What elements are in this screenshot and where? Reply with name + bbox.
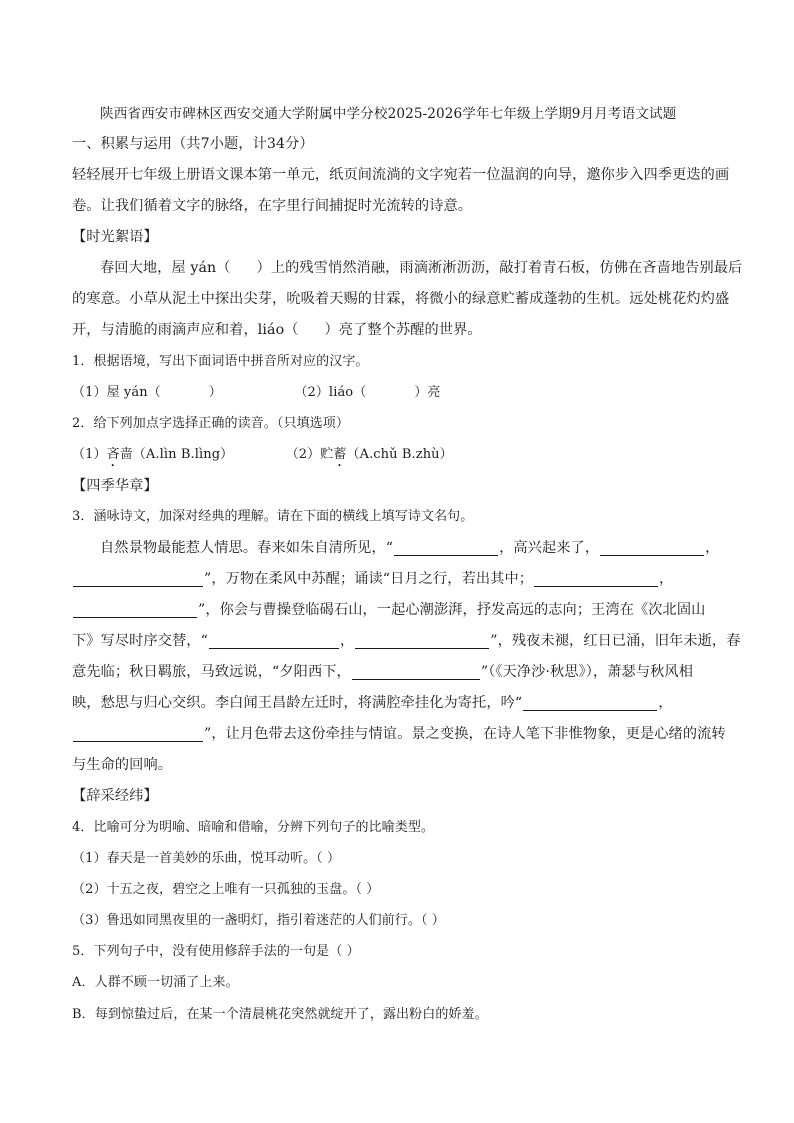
poem-line-5 bbox=[72, 662, 722, 682]
q2-option-a-text: 啬（A.lìn B.lìng） bbox=[119, 447, 234, 462]
q2-option-a-prefix: （1） bbox=[72, 447, 107, 462]
poem-line-4 bbox=[72, 631, 741, 651]
q1-option-a-close: ） bbox=[208, 385, 222, 400]
passage-text: ）上的残雪悄然消融，雨滴淅淅沥沥，敲打着青石板，仿佛在吝啬地告别最后 bbox=[256, 260, 743, 276]
poem-line-8: 与生命的回响。 bbox=[72, 757, 173, 773]
question-2: 2．给下列加点字选择正确的读音。（只填选项） bbox=[72, 416, 349, 431]
answer-blank[interactable] bbox=[73, 725, 203, 742]
poem-text: ”，你会与曹操登临碣石山，一起心潮澎湃，抒发高远的志向；王湾在《次北固山 bbox=[198, 602, 706, 618]
passage-text: 春回大地，屋 yán（ bbox=[100, 260, 231, 276]
question-5-option-a: A．人群不顾一切涌了上来。 bbox=[72, 975, 239, 990]
dotted-char: 蓄 bbox=[333, 447, 347, 462]
answer-blank[interactable] bbox=[73, 570, 203, 587]
answer-blank[interactable] bbox=[523, 694, 657, 711]
poem-text: ”，让月色带去这份牵挂与情谊。景之变换，在诗人笔下非惟物象，更是心绪的流转 bbox=[204, 726, 726, 742]
poem-text: 下》写尽时序交替，“ bbox=[72, 633, 208, 649]
poem-text: ”，万物在柔风中苏醒；诵读“日月之行，若出其中； bbox=[204, 571, 534, 587]
question-4: 4．比喻可分为明喻、暗喻和借喻，分辨下列句子的比喻类型。 bbox=[72, 820, 435, 835]
poem-text: ， bbox=[339, 633, 355, 649]
poem-line-7 bbox=[72, 724, 726, 744]
question-2-options bbox=[72, 445, 722, 470]
answer-blank[interactable] bbox=[355, 632, 489, 649]
passage-line-2: 的寒意。小草从泥土中探出尖芽，吮吸着天赐的甘霖，将微小的绿意贮蓄成蓬勃的生机。远处桃花灼灼盛 bbox=[72, 291, 730, 307]
answer-blank[interactable] bbox=[394, 539, 498, 556]
question-4-item-1: （1）春天是一首美妙的乐曲，悦耳动听。（ ） bbox=[72, 851, 341, 866]
subsection-heading-shiguang: 【时光絮语】 bbox=[72, 229, 158, 245]
passage-line-1 bbox=[100, 258, 743, 278]
intro-line-2: 卷。让我们循着文字的脉络，在字里行间捕捉时光流转的诗意。 bbox=[72, 198, 473, 214]
intro-line-1: 轻轻展开七年级上册语文课本第一单元，纸页间流淌的文字宛若一位温润的向导，邀你步入四季更迭的画 bbox=[72, 167, 730, 183]
poem-line-2 bbox=[72, 569, 722, 589]
dotted-char: 吝 bbox=[106, 447, 120, 462]
answer-blank[interactable] bbox=[73, 601, 197, 618]
poem-text: 意先临；秋日羁旅，马致远说，“夕阳西下， bbox=[72, 664, 351, 680]
subsection-heading-cicai: 【辞采经纬】 bbox=[72, 788, 158, 804]
answer-blank[interactable] bbox=[600, 539, 704, 556]
question-5-option-b: B．每到惊蛰过后，在某一个清晨桃花突然就绽开了，露出粉白的娇羞。 bbox=[72, 1007, 488, 1022]
q2-option-b-text: （A.chǔ B.zhù） bbox=[346, 447, 453, 462]
poem-text: 映，愁思与归心交织。李白闻王昌龄左迁时，将满腔牵挂化为寄托，吟“ bbox=[72, 695, 523, 711]
answer-blank[interactable] bbox=[352, 663, 480, 680]
q1-option-b: （2）liáo（ bbox=[294, 385, 367, 400]
question-5: 5．下列句子中，没有使用修辞手法的一句是（ ） bbox=[72, 944, 360, 959]
section-heading: 一、积累与运用（共7小题，计34分） bbox=[72, 136, 314, 152]
poem-text: ”（《天净沙·秋思》），萧瑟与秋风相 bbox=[480, 664, 693, 680]
q2-option-b-prefix: （2）贮 bbox=[285, 447, 334, 462]
poem-line-3 bbox=[72, 600, 722, 620]
poem-line-6 bbox=[72, 693, 722, 713]
passage-text: ）亮了整个苏醒的世界。 bbox=[324, 322, 482, 338]
poem-text: 自然景物最能惹人情思。春来如朱自清所见，“ bbox=[100, 540, 394, 556]
poem-text: ， bbox=[659, 571, 674, 587]
poem-line-1 bbox=[100, 538, 722, 558]
question-3: 3．涵咏诗文，加深对经典的理解。请在下面的横线上填写诗文名句。 bbox=[72, 509, 474, 524]
q1-option-a: （1）屋 yán（ bbox=[72, 385, 161, 400]
answer-blank[interactable] bbox=[534, 570, 658, 587]
poem-text: ”，残夜未褪，红日已涌，旧年未逝，春 bbox=[490, 633, 741, 649]
answer-blank[interactable] bbox=[209, 632, 339, 649]
question-4-item-3: （3）鲁迅如同黑夜里的一盏明灯，指引着迷茫的人们前行。（ ） bbox=[72, 913, 445, 928]
subsection-heading-siji: 【四季华章】 bbox=[72, 478, 158, 494]
question-4-item-2: （2）十五之夜，碧空之上唯有一只孤独的玉盘。（ ） bbox=[72, 882, 380, 897]
question-1: 1．根据语境，写出下面词语中拼音所对应的汉字。 bbox=[72, 354, 369, 369]
q1-option-b-close: ）亮 bbox=[414, 385, 441, 400]
passage-text: 开，与清脆的雨滴声应和着，liáo（ bbox=[72, 322, 299, 338]
poem-text: ， bbox=[705, 540, 720, 556]
passage-line-3 bbox=[72, 320, 722, 340]
question-1-options bbox=[72, 383, 722, 403]
poem-text: ，高兴起来了， bbox=[499, 540, 600, 556]
poem-text: ， bbox=[658, 695, 673, 711]
exam-title: 陕西省西安市碑林区西安交通大学附属中学分校2025-2026学年七年级上学期9月月考语文试题 bbox=[100, 106, 677, 122]
